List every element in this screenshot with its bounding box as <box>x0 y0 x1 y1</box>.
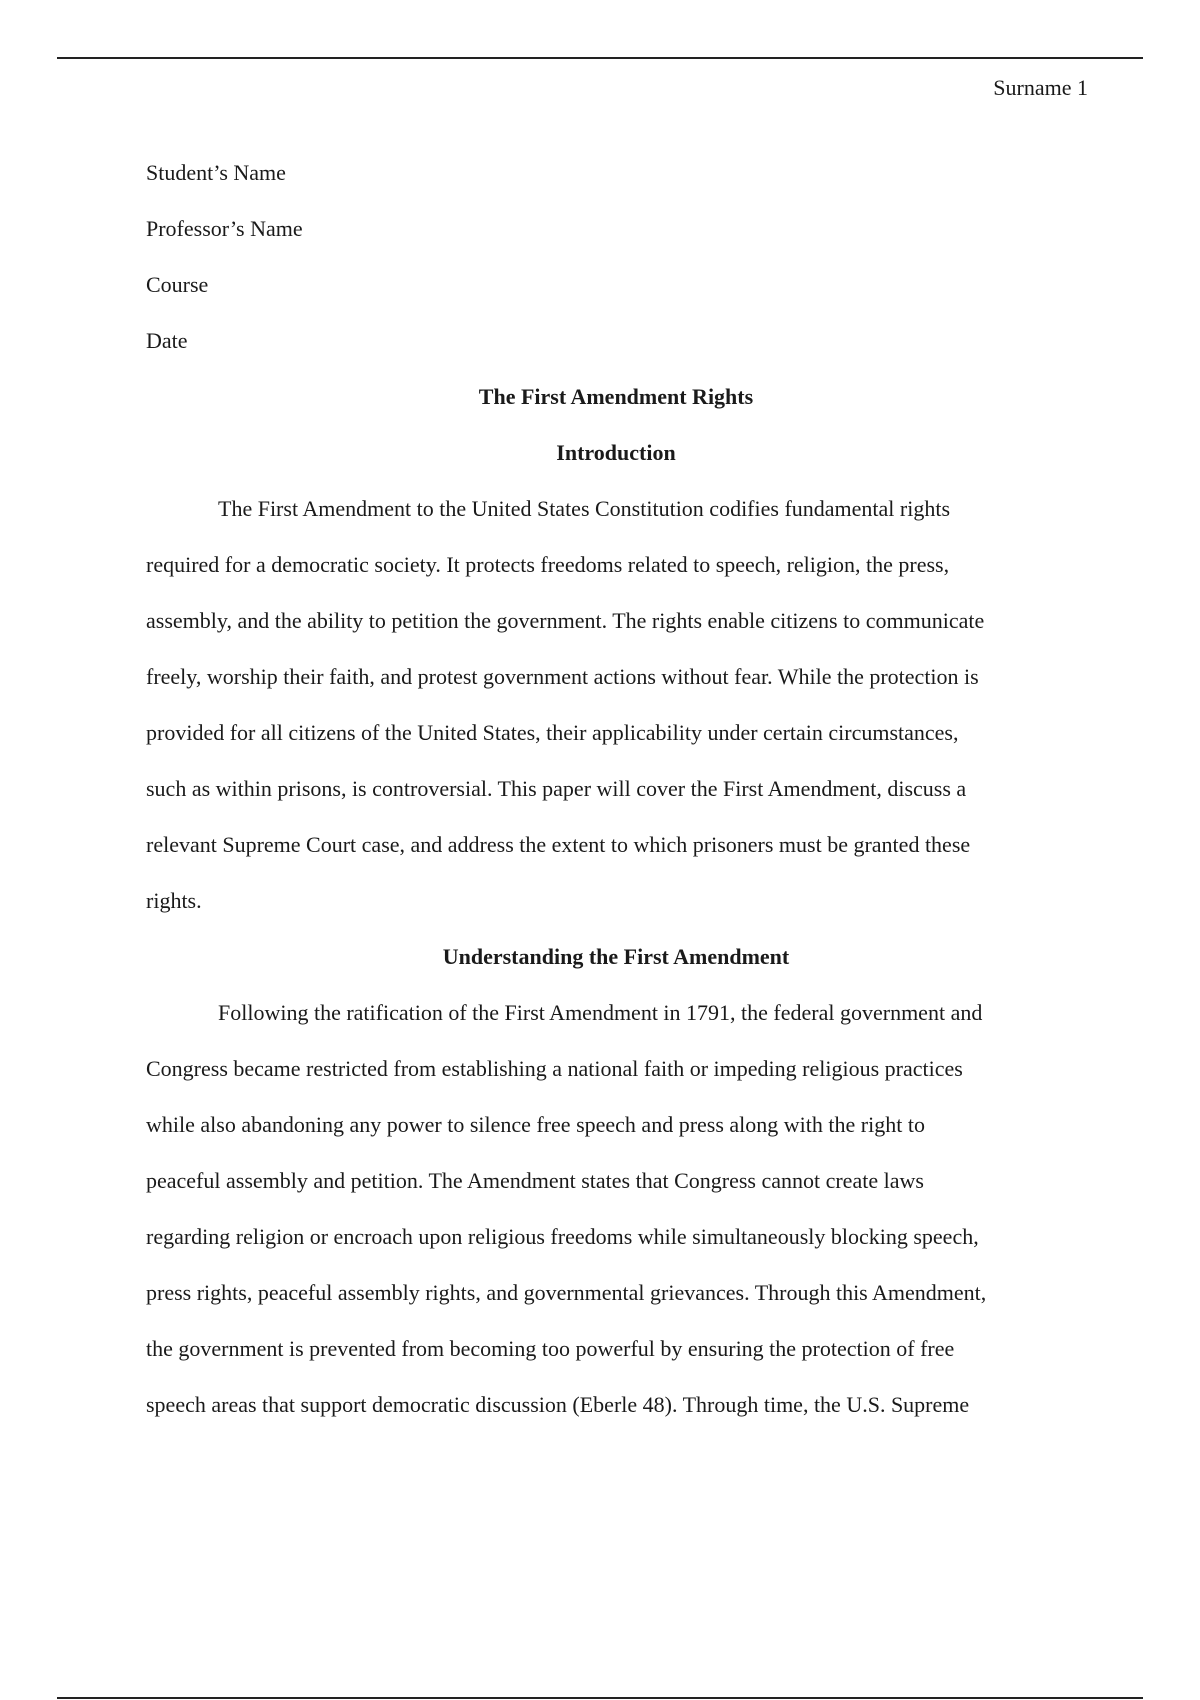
document-body <box>146 145 1086 1433</box>
paragraph-line: such as within prisons, is controversial. This paper will cover the First Amendment, discuss a <box>146 776 967 801</box>
running-header: Surname 1 <box>993 75 1088 100</box>
paper-title: The First Amendment Rights <box>478 384 754 409</box>
paragraph-line: the government is prevented from becoming too powerful by ensuring the protection of free <box>146 1336 955 1361</box>
paragraph-line: required for a democratic society. It protects freedoms related to speech, religion, the press, <box>146 552 950 577</box>
paragraph-line: freely, worship their faith, and protest government actions without fear. While the protection is <box>146 664 979 689</box>
professor-name: Professor’s Name <box>146 216 303 241</box>
paragraph-line: Following the ratification of the First Amendment in 1791, the federal government and <box>218 1000 983 1025</box>
paragraph-line: while also abandoning any power to silence free speech and press along with the right to <box>146 1112 925 1137</box>
paragraph-line: speech areas that support democratic discussion (Eberle 48). Through time, the U.S. Supreme <box>146 1392 970 1417</box>
paragraph-line: relevant Supreme Court case, and address the extent to which prisoners must be granted these <box>146 832 971 857</box>
understanding-paragraph <box>146 985 1086 1433</box>
student-name: Student’s Name <box>146 160 286 185</box>
course: Course <box>146 272 209 297</box>
paragraph-line: The First Amendment to the United States Constitution codifies fundamental rights <box>218 496 951 521</box>
date: Date <box>146 328 188 353</box>
bottom-page-border <box>57 1697 1143 1699</box>
paragraph-line: assembly, and the ability to petition the government. The rights enable citizens to communicate <box>146 608 985 633</box>
paragraph-line: rights. <box>146 888 202 913</box>
paragraph-line: regarding religion or encroach upon religious freedoms while simultaneously blocking speech, <box>146 1224 979 1249</box>
top-page-border <box>57 57 1143 59</box>
section-heading-introduction: Introduction <box>556 440 676 465</box>
section-heading-understanding: Understanding the First Amendment <box>442 944 790 969</box>
paragraph-line: peaceful assembly and petition. The Amendment states that Congress cannot create laws <box>146 1168 924 1193</box>
paragraph-line: Congress became restricted from establishing a national faith or impeding religious practices <box>146 1056 963 1081</box>
introduction-paragraph <box>146 481 1086 929</box>
paragraph-line: press rights, peaceful assembly rights, and governmental grievances. Through this Amendment, <box>146 1280 987 1305</box>
paragraph-line: provided for all citizens of the United States, their applicability under certain circumstances, <box>146 720 959 745</box>
